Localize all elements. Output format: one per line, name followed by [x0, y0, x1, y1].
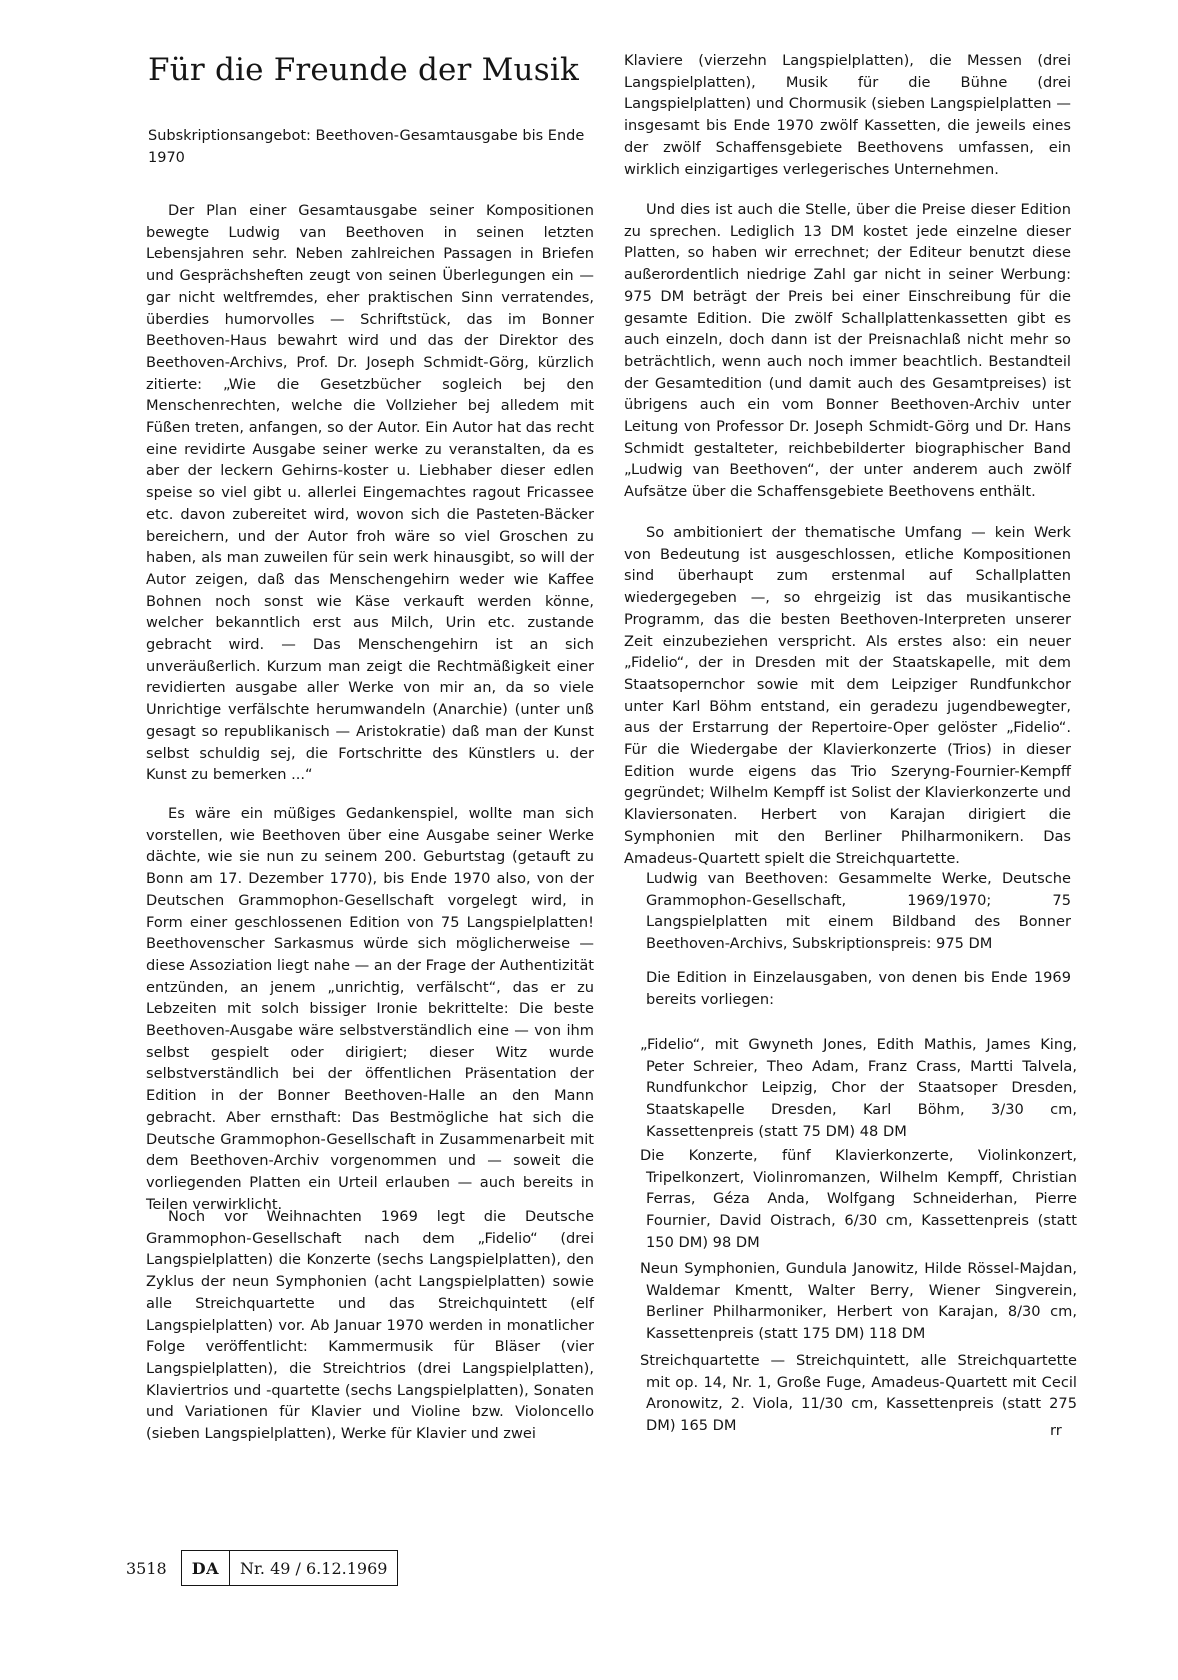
article-title: Für die Freunde der Musik [148, 52, 579, 88]
magazine-box [181, 1550, 399, 1586]
left-paragraph-2: Es wäre ein müßiges Gedankenspiel, wollte man sich vorstellen, wie Beethoven über eine Ausgabe seiner Werke dächte, wie sie nun zu seinem 200. Geburtstag (getauft zu Bonn am 17. Dezember 1770), bis Ende 1970 also, von der Deutschen Grammophon-Gesellschaft vorgelegt wird, in Form einer geschlossenen Edition von 75 Langspielplatten! Beethovenscher Sarkasmus würde sich möglicherweise — diese Assoziation liegt nahe — an der Frage der Authentizität entzünden, an jenem „unrichtig, verfälscht“, das er zu Lebzeiten mit solch bissiger Ironie bekrittelte: Die beste Beethoven-Ausgabe wäre selbstverständlich eine — von ihm selbst gespielt oder dirigiert; dieser Witz wurde selbstverständlich bei der öffentlichen Präsentation der Edition in der Bonner Beethoven-Halle an den Mann gebracht. Aber ernsthaft: Das Bestmögliche hat sich die Deutsche Grammophon-Gesellschaft in Zusammenarbeit mit dem Beethoven-Archiv vorgenommen und — soweit die vorliegenden Platten ein Urteil erlauben — auch bereits in Teilen verwirklicht. [146, 805, 594, 1213]
left-paragraph-3: Noch vor Weihnachten 1969 legt die Deutsche Grammophon-Gesellschaft nach dem „Fidelio“ (drei Langspielplatten) die Konzerte (sechs Langspielplatten), den Zyklus der neun Symphonien (acht Langspielplatten) sowie alle Streichquartette und das Streichquintett (elf Langspielplatten) vor. Ab Januar 1970 werden in monatlicher Folge veröffentlicht: Kammermusik für Bläser (vier Langspielplatten), die Streichtrios (drei Langspielplatten), Klaviertrios und -quartette (sechs Langspielplatten), Sonaten und Variationen für Klavier und Violine bzw. Violoncello (sieben Langspielplatten), Werke für Klavier und zwei [146, 1208, 594, 1443]
edition-summary: Ludwig van Beethoven: Gesammelte Werke, Deutsche Grammophon-Gesellschaft, 1969/1970; 75 Langspielplatten mit einem Bildband des Bonner Beethoven-Archivs, Subskriptionspreis: 975 DM [646, 870, 1071, 953]
article-subtitle: Subskriptionsangebot: Beethoven-Gesamtausgabe bis Ende 1970 [148, 128, 585, 166]
magazine-logo: DA [182, 1551, 230, 1585]
left-paragraph-1: Der Plan einer Gesamtausgabe seiner Kompositionen bewegte Ludwig van Beethoven in seinen letzten Lebensjahren sehr. Neben zahlreichen Passagen in Briefen und Gesprächsheften zeugt von seinen Überlegungen ein — gar nicht weltfremdes, eher praktischen Sinn verratendes, überdies humorvolles — Schriftstück, das im Bonner Beethoven-Haus bewahrt wird und das der Direktor des Beethoven-Archivs, Prof. Dr. Joseph Schmidt-Görg, kürzlich zitierte: „Wie die Gesetzbücher sogleich bej den Menschenrechten, welche die Vollzieher bej alledem mit Füßen treten, anfangen, so der Autor. Ein Autor hat das recht eine revidirte Ausgabe seiner werke zu veranstalten, da es aber der leckern Gehirns-koster u. Liebhaber dieser edlen speise so viel gibt u. allerlei Eingemachtes ragout Fricassee etc. davon zubereitet wird, wovon sich die Pasteten-Bäcker bereichern, und der Autor froh wäre so viel Groschen zu haben, als man zuweilen für sein werk hinausgibt, so will der Autor zeigen, daß das Menschengehirn weder wie Kaffee Bohnen noch sonst wie Käse verkauft werden könne, welcher bekanntlich erst aus Milch, Urin etc. zustande gebracht wird. — Das Menschengehirn ist an sich unveräußerlich. Kurzum man zeigt die Rechtmäßigkeit einer revidierten ausgabe aller Werke von mir an, da so viele Unrichtige verfälschte herumwandeln (Anarchie) (unter unß gesagt so republikanisch — Aristokratie) daß man der Kunst selbst schuldig sej, die Fortschritte des Künstlers u. der Kunst zu bemerken ...“ [146, 202, 594, 784]
edition-entry-fidelio: „Fidelio“, mit Gwyneth Jones, Edith Mathis, James King, Peter Schreier, Theo Adam, Franz Crass, Martti Talvela, Rundfunkchor Leipzig, Chor der Staatsoper Dresden, Staatskapelle Dresden, Karl Böhm, 3/30 cm, Kassettenpreis (statt 75 DM) 48 DM [640, 1036, 1077, 1140]
edition-intro: Die Edition in Einzelausgaben, von denen bis Ende 1969 bereits vorliegen: [646, 969, 1071, 1008]
issue-info: Nr. 49 / 6.12.1969 [240, 1558, 388, 1578]
right-paragraph-3: So ambitioniert der thematische Umfang — kein Werk von Bedeutung ist ausgeschlossen, etliche Kompositionen sind überhaupt zum erstenmal auf Schallplatten wiedergegeben —, so ehrgeizig ist das musikantische Programm, das die besten Beethoven-Interpreten unserer Zeit einzubeziehen verspricht. Als erstes also: ein neuer „Fidelio“, der in Dresden mit der Staatskapelle, mit dem Staatsopernchor sowie mit dem Leipziger Rundfunkchor unter Karl Böhm entstand, ein geradezu jugendbewegter, aus der Erstarrung der Repertoire-Oper gelöster „Fidelio“. Für die Wiedergabe der Klavierkonzerte (Trios) in dieser Edition wurde eigens das Trio Szeryng-Fournier-Kempff gegründet; Wilhelm Kempff ist Solist der Klavierkonzerte und Klaviersonaten. Herbert von Karajan dirigiert die Symphonien mit den Berliner Philharmonikern. Das Amadeus-Quartett spielt die Streichquartette. [624, 524, 1071, 867]
right-paragraph-1: Klaviere (vierzehn Langspielplatten), die Messen (drei Langspielplatten), Musik für die Bühne (drei Langspielplatten) und Chormusik (sieben Langspielplatten — insgesamt bis Ende 1970 zwölf Kassetten, die jeweils eines der zwölf Schaffensgebiete Beethovens umfassen, ein wirklich einzigartiges verlegerisches Unternehmen. [624, 52, 1071, 178]
edition-entry-streichquartette: Streichquartette — Streichquintett, alle Streichquartette mit op. 14, Nr. 1, Große Fuge, Amadeus-Quartett mit Cecil Aronowitz, 2. Viola, 11/30 cm, Kassettenpreis (statt 275 DM) 165 DM [640, 1352, 1077, 1435]
author-signature: rr [1050, 1422, 1062, 1439]
edition-entry-symphonien: Neun Symphonien, Gundula Janowitz, Hilde Rössel-Majdan, Waldemar Kmentt, Walter Berry, Wiener Singverein, Berliner Philharmoniker, Herbert von Karajan, 8/30 cm, Kassettenpreis (statt 175 DM) 118 DM [640, 1260, 1077, 1343]
edition-entry-konzerte: Die Konzerte, fünf Klavierkonzerte, Violinkonzert, Tripelkonzert, Violinromanzen, Wilhelm Kempff, Christian Ferras, Géza Anda, Wolfgang Schneiderhan, Pierre Fournier, David Oistrach, 6/30 cm, Kassettenpreis (statt 150 DM) 98 DM [640, 1147, 1077, 1251]
right-paragraph-2: Und dies ist auch die Stelle, über die Preise dieser Edition zu sprechen. Lediglich 13 DM kostet jede einzelne dieser Platten, so haben wir errechnet; der Editeur benutzt diese außerordentlich niedrige Zahl gar nicht in seiner Werbung: 975 DM beträgt der Preis bei einer Einschreibung für die gesamte Edition. Die zwölf Schallplattenkassetten gibt es auch einzeln, doch dann ist der Preisnachlaß nicht mehr so beträchtlich, wenn auch noch immer beachtlich. Bestandteil der Gesamtedition (und damit auch des Gesamtpreises) ist übrigens auch ein vom Bonner Beethoven-Archiv unter Leitung von Professor Dr. Joseph Schmidt-Görg und Dr. Hans Schmidt gestalteter, reichbebilderter biographischer Band „Ludwig van Beethoven“, der unter anderem auch zwölf Aufsätze über die Schaffensgebiete Beethovens enthält. [624, 201, 1071, 501]
page-footer [126, 1550, 398, 1586]
page-number: 3518 [126, 1558, 167, 1578]
